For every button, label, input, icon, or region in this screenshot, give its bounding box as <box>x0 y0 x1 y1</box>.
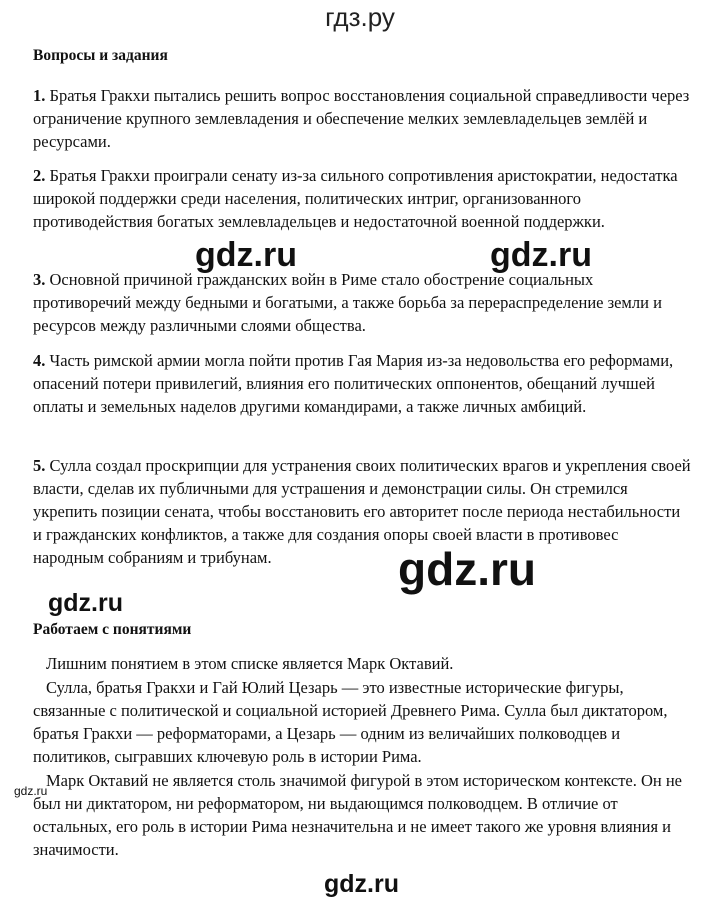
answer-number: 5. <box>33 456 46 475</box>
answer-3 <box>33 268 693 337</box>
section-title-questions: Вопросы и задания <box>33 47 168 64</box>
answer-4 <box>33 349 693 418</box>
answer-text: Братья Гракхи пытались решить вопрос восстановления социальной справедливости через ограничение крупного землевладения и обеспечение мелких землевладельцев землёй и ресурсами. <box>33 86 690 151</box>
watermark: gdz.ru <box>48 589 123 617</box>
watermark: gdz.ru <box>398 543 536 595</box>
answer-number: 3. <box>33 270 46 289</box>
site-header-logo: гдз.ру <box>325 2 395 32</box>
section-title-concepts: Работаем с понятиями <box>33 621 192 638</box>
answer-text: Братья Гракхи проиграли сенату из-за сильного сопротивления аристократии, недостатка широкой поддержки среди населения, политических интриг, организованного противодействия богатых землевладельцев и недостаточной военной поддержки. <box>33 166 678 231</box>
answer-number: 2. <box>33 166 46 185</box>
watermark: gdz.ru <box>490 236 592 274</box>
concepts-paragraph-3: Марк Октавий не является столь значимой фигурой в этом историческом контексте. Он не был ни диктатором, ни реформатором, ни выдающимся полководцем. В отличие от остальных, его роль в истории Рима незначительна и не имеет такого же уровня влияния и значимости. <box>33 771 682 859</box>
answer-1 <box>33 84 693 153</box>
answer-text: Часть римской армии могла пойти против Гая Мария из-за недовольства его реформами, опасений потери привилегий, влияния его политических оппонентов, обещаний лучшей оплаты и земельных наделов другими командирами, а также личных амбиций. <box>33 351 674 416</box>
watermark: gdz.ru <box>324 870 399 898</box>
answer-5 <box>33 454 693 569</box>
answer-2 <box>33 164 693 233</box>
concepts-paragraph-2: Сулла, братья Гракхи и Гай Юлий Цезарь — это известные исторические фигуры, связанные с политической и социальной историей Древнего Рима. Сулла был диктатором, братья Гракхи — реформаторами, а Цезарь — одним из величайших полководцев и политиков, сыгравших ключевую роль в истории Рима. <box>33 678 668 766</box>
concepts-paragraph-1: Лишним понятием в этом списке является Марк Октавий. <box>46 654 454 673</box>
answer-text: Основной причиной гражданских войн в Риме стало обострение социальных противоречий между бедными и богатыми, а также борьба за перераспределение земли и ресурсов между различными слоями общества. <box>33 270 662 335</box>
answer-number: 1. <box>33 86 46 105</box>
answer-number: 4. <box>33 351 46 370</box>
watermark: gdz.ru <box>195 236 297 274</box>
answer-text: Сулла создал проскрипции для устранения своих политических врагов и укрепления своей власти, сделав их публичными для устрашения и демонстрации силы. Он стремился укрепить позиции сената, чтобы восстановить его авторитет после периода нестабильности и гражданских конфликтов, а также для создания опоры своей власти в противовес народным собраниям и трибунам. <box>33 456 691 567</box>
watermark: gdz.ru <box>14 784 48 798</box>
